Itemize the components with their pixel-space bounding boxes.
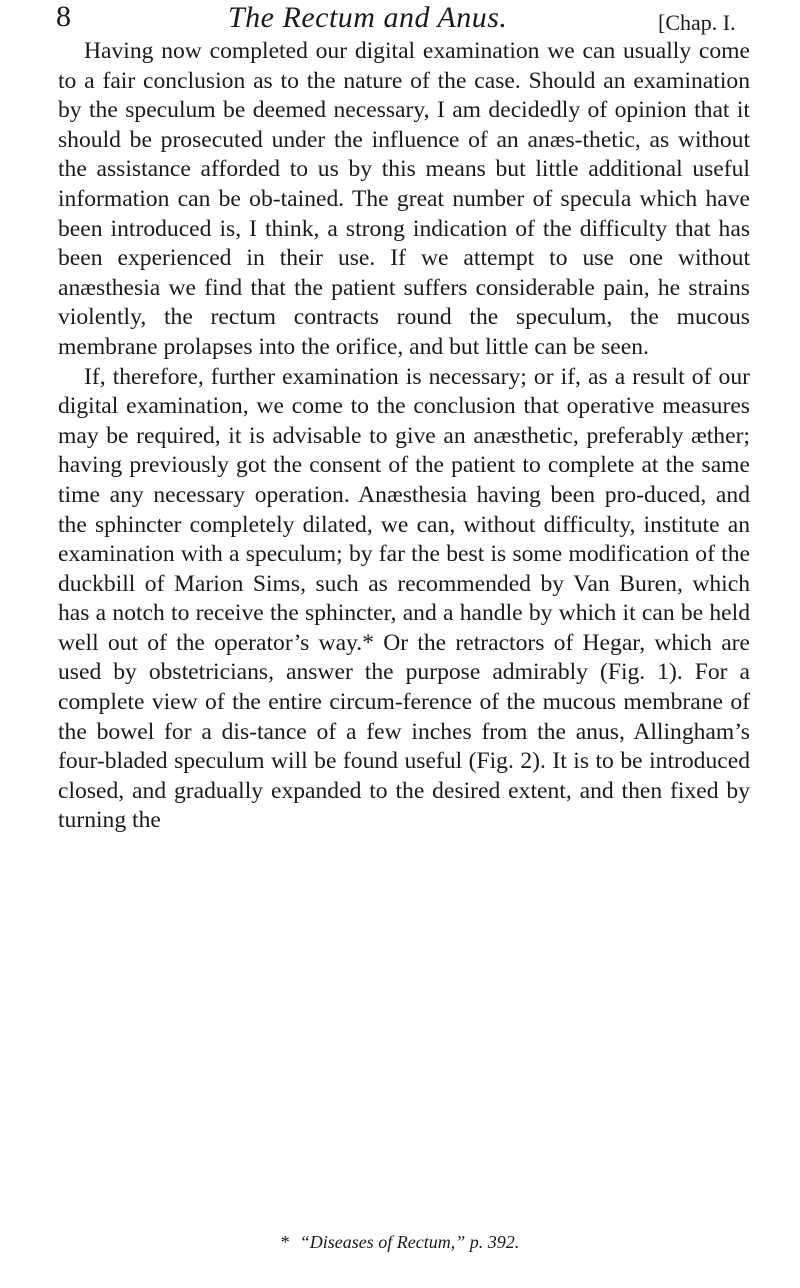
footnote (0, 1232, 800, 1254)
paragraph-2: If, therefore, further examination is necessary; or if, as a result of our digital examination, we come to the conclusion that operative measures may be required, it is advisable to give an anæsthetic, preferably æther; having previously got the consent of the patient to complete at the same time any necessary operation. Anæsthesia having been pro-duced, and the sphincter completely dilated, we can, without difficulty, institute an examination with a speculum; by far the best is some modification of the duckbill of Marion Sims, such as recommended by Van Buren, which has a notch to receive the sphincter, and a handle by which it can be held well out of the operator’s way.* Or the retractors of Hegar, which are used by obstetricians, answer the purpose admirably (Fig. 1). For a complete view of the entire circum-ference of the mucous membrane of the bowel for a dis-tance of a few inches from the anus, Allingham’s four-bladed speculum will be found useful (Fig. 2). It is to be introduced closed, and gradually expanded to the desired extent, and then fixed by turning the (58, 363, 750, 834)
footnote-marker: * (280, 1232, 290, 1252)
footnote-text: “Diseases of Rectum,” p. 392. (299, 1232, 520, 1252)
running-title: The Rectum and Anus. (228, 1, 508, 34)
chapter-label: [Chap. I. (658, 10, 736, 35)
body-text (58, 37, 750, 836)
page-number: 8 (56, 0, 71, 33)
paragraph-1: Having now completed our digital examination we can usually come to a fair conclusion as to the nature of the case. Should an examination by the speculum be deemed necessary, I am decidedly of opinion that it should be prosecuted under the influence of an anæs-thetic, as without the assistance afforded to us by this means but little additional useful information can be ob-tained. The great number of specula which have been introduced is, I think, a strong indication of the difficulty that has been experienced in their use. If we attempt to use one without anæsthesia we find that the patient suffers considerable pain, he strains violently, the rectum contracts round the speculum, the mucous membrane prolapses into the orifice, and but little can be seen. (58, 38, 750, 360)
